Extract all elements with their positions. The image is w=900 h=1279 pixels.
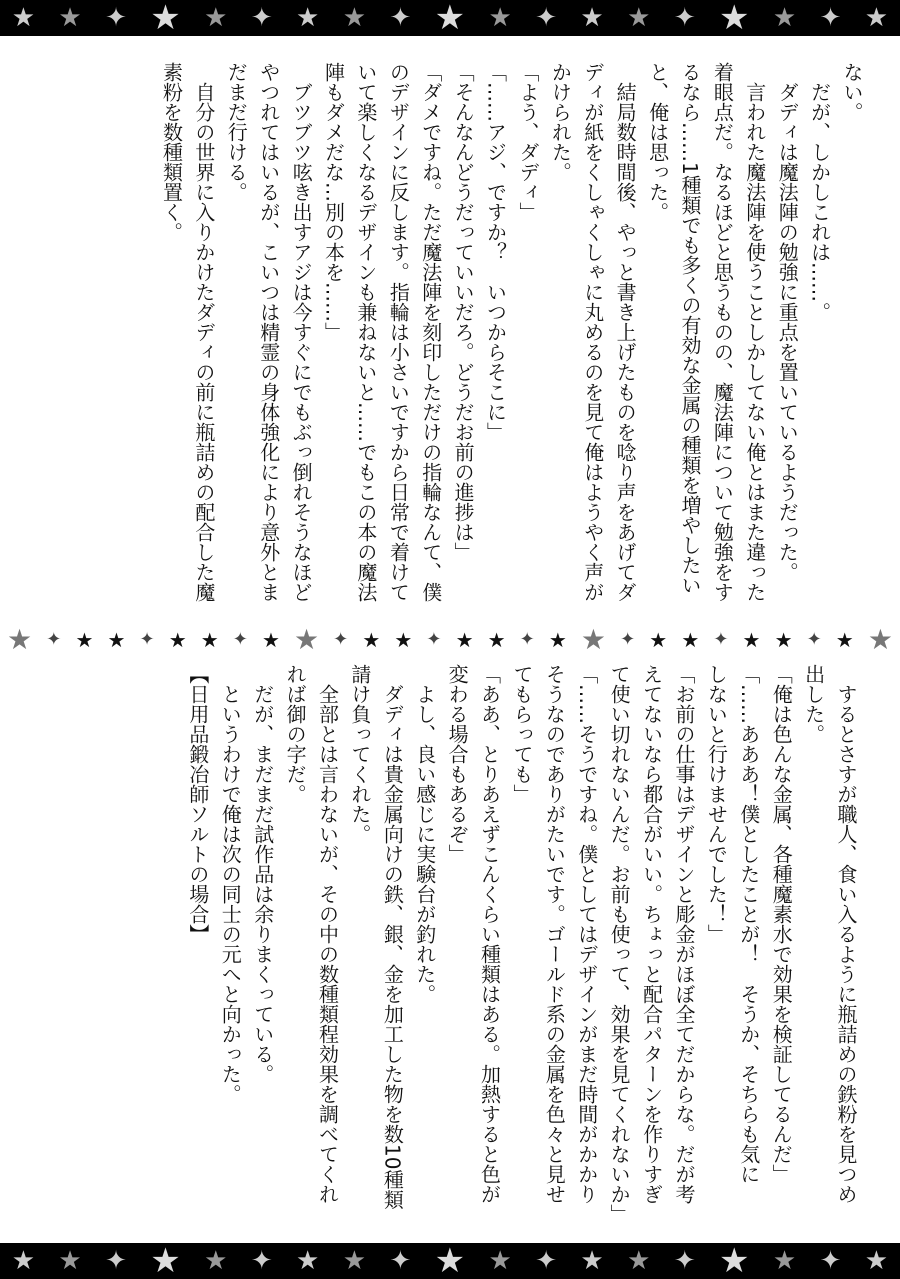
star-icon: ★ xyxy=(649,628,668,652)
star-icon: ★ xyxy=(455,628,474,652)
text-line: だが、しかしこれは……。 xyxy=(807,62,832,322)
text-line: だまだ行ける。 xyxy=(224,62,249,202)
text-line: しないと行けませんでした！」 xyxy=(704,664,729,944)
sparkle-icon: ✦ xyxy=(519,629,535,650)
sparkle-icon: ✦ xyxy=(713,629,729,650)
text-line: 【日用品鍛冶師ソルトの場合】 xyxy=(185,664,210,944)
star-icon: ★ xyxy=(150,1243,181,1279)
sparkle-icon: ✦ xyxy=(806,629,822,650)
star-icon: ★ xyxy=(627,3,651,33)
text-line: て使い切れないんだ。お前も使って、効果を見てくれないか」 xyxy=(607,664,632,1224)
sparkle-icon: ✦ xyxy=(389,1246,412,1276)
text-line: 陣もダメだな…別の本を……」 xyxy=(321,62,346,342)
text-line: 素粉を数種類置く。 xyxy=(159,62,184,242)
text-line: 言われた魔法陣を使うことしかしてない俺とはまた違った xyxy=(742,62,767,602)
star-icon: ★ xyxy=(11,1246,35,1276)
sparkle-icon: ✦ xyxy=(535,1246,558,1276)
text-line: 「ああ、とりあえずこんくらい種類はある。加熱すると色が xyxy=(477,664,502,1204)
star-icon: ★ xyxy=(864,1246,889,1276)
star-icon: ★ xyxy=(548,628,567,652)
bottom-star-border xyxy=(0,1243,900,1279)
text-line: だが、まだまだ試作品は余りまくっている。 xyxy=(250,664,275,1084)
section-divider-stars xyxy=(0,624,900,656)
star-icon: ★ xyxy=(487,628,506,652)
lower-text-block xyxy=(181,664,862,1238)
sparkle-icon: ✦ xyxy=(673,3,696,33)
sparkle-icon: ✦ xyxy=(620,629,636,650)
sparkle-icon: ✦ xyxy=(389,3,412,33)
star-icon: ★ xyxy=(580,3,604,33)
text-line: 「よう、ダディ」 xyxy=(515,62,540,222)
upper-text-block xyxy=(155,62,868,618)
sparkle-icon: ✦ xyxy=(819,1246,842,1276)
star-icon: ★ xyxy=(434,0,466,36)
star-icon: ★ xyxy=(342,3,367,33)
text-line: やつれてはいるが、こいつは精霊の身体強化により意外とま xyxy=(256,62,281,602)
text-line: れば御の字だ。 xyxy=(283,664,308,804)
star-icon: ★ xyxy=(434,1243,466,1279)
star-icon: ★ xyxy=(58,1246,82,1276)
sparkle-icon: ✦ xyxy=(673,1246,696,1276)
star-icon: ★ xyxy=(627,1246,651,1276)
star-icon: ★ xyxy=(742,628,761,652)
text-line: そうなのでありがたいです。ゴールド系の金属を色々と見せ xyxy=(542,664,567,1204)
star-icon: ★ xyxy=(488,1246,512,1276)
text-line: 「ダメですね。ただ魔法陣を刻印しただけの指輪なんて、僕 xyxy=(418,62,443,602)
star-icon: ★ xyxy=(488,3,512,33)
text-line: ブツブツ呟き出すアジは今すぐにでもぶっ倒れそうなほど xyxy=(289,62,314,602)
text-line: ダディは貴金属向けの鉄、銀、金を加工した物を数10種類 xyxy=(380,664,405,1210)
text-line: するとさすが職人、食い入るように瓶詰めの鉄粉を見つめ xyxy=(834,664,858,1204)
text-line: 変わる場合もあるぞ」 xyxy=(445,664,470,864)
text-line: よし、良い感じに実験台が釣れた。 xyxy=(412,664,437,1004)
star-icon: ★ xyxy=(580,623,606,656)
star-icon: ★ xyxy=(342,1246,367,1276)
text-line: 「俺は色んな金属、各種魔素水で効果を検証してるんだ」 xyxy=(769,664,794,1184)
star-icon: ★ xyxy=(580,1246,604,1276)
text-line: 「……そうですね。僕としてはデザインがまだ時間がかかり xyxy=(574,664,599,1204)
sparkle-icon: ✦ xyxy=(535,3,558,33)
star-icon: ★ xyxy=(719,1243,750,1279)
star-icon: ★ xyxy=(7,623,33,656)
sparkle-icon: ✦ xyxy=(819,3,842,33)
text-line: 「……アジ、ですか？ いつからそこに」 xyxy=(483,62,508,442)
sparkle-icon: ✦ xyxy=(139,629,155,650)
star-icon: ★ xyxy=(772,3,797,33)
text-line: いて楽しくなるデザインも兼ねないと……でもこの本の魔法 xyxy=(353,62,378,602)
top-star-border xyxy=(0,0,900,36)
text-line: 請け負ってくれた。 xyxy=(347,664,372,844)
star-icon: ★ xyxy=(168,628,187,652)
star-icon: ★ xyxy=(293,623,320,656)
star-icon: ★ xyxy=(58,3,82,33)
text-line: てもらっても」 xyxy=(509,664,534,804)
text-line: 自分の世界に入りかけたダディの前に瓶詰めの配合した魔 xyxy=(191,62,216,602)
text-line: えてないなら都合がいい。ちょっと配合パターンを作りすぎ xyxy=(639,664,664,1204)
star-icon: ★ xyxy=(261,628,280,652)
text-line: ない。 xyxy=(840,62,864,122)
star-icon: ★ xyxy=(835,628,854,652)
star-icon: ★ xyxy=(296,1246,320,1276)
star-icon: ★ xyxy=(772,1246,797,1276)
star-icon: ★ xyxy=(864,3,889,33)
text-line: 「お前の仕事はデザインと彫金がほぼ全てだからな。だが考 xyxy=(671,664,696,1204)
star-icon: ★ xyxy=(204,1246,228,1276)
star-icon: ★ xyxy=(204,3,228,33)
star-icon: ★ xyxy=(75,628,94,652)
star-icon: ★ xyxy=(867,623,893,656)
star-icon: ★ xyxy=(719,0,750,36)
sparkle-icon: ✦ xyxy=(426,629,442,650)
text-line: 結局数時間後、やっと書き上げたものを唸り声をあげてダ xyxy=(613,62,638,602)
sparkle-icon: ✦ xyxy=(105,1246,127,1276)
text-line: かけられた。 xyxy=(548,62,573,182)
star-icon: ★ xyxy=(200,628,219,652)
text-line: 出した。 xyxy=(801,664,826,744)
text-line: というわけで俺は次の同士の元へと向かった。 xyxy=(218,664,243,1104)
star-icon: ★ xyxy=(11,3,35,33)
text-line: 「そんなんどうだっていいだろ。どうだお前の進捗は」 xyxy=(451,62,476,562)
sparkle-icon: ✦ xyxy=(232,629,248,650)
text-line: ディが紙をくしゃくしゃに丸めるのを見て俺はようやく声が xyxy=(580,62,605,602)
sparkle-icon: ✦ xyxy=(250,1246,273,1276)
text-line: 「……あああ！僕としたことが！ そうか、そちらも気に xyxy=(736,664,761,1184)
sparkle-icon: ✦ xyxy=(105,3,127,33)
sparkle-icon: ✦ xyxy=(250,3,273,33)
text-line: と、俺は思った。 xyxy=(645,62,670,222)
text-line: るなら……1種類でも多くの有効な金属の種類を増やしたい xyxy=(677,62,702,595)
star-icon: ★ xyxy=(681,628,700,652)
text-line: のデザインに反します。指輪は小さいですから日常で着けて xyxy=(386,62,411,602)
star-icon: ★ xyxy=(107,628,126,652)
sparkle-icon: ✦ xyxy=(333,629,349,650)
text-line: 着眼点だ。なるほどと思うものの、魔法陣について勉強をす xyxy=(710,62,735,602)
star-icon: ★ xyxy=(150,0,181,36)
text-line: ダディは魔法陣の勉強に重点を置いているようだった。 xyxy=(775,62,800,582)
star-icon: ★ xyxy=(394,628,413,652)
sparkle-icon: ✦ xyxy=(46,629,62,650)
star-icon: ★ xyxy=(296,3,320,33)
star-icon: ★ xyxy=(362,628,381,652)
text-line: 全部とは言わないが、その中の数種類程効果を調べてくれ xyxy=(315,664,340,1204)
star-icon: ★ xyxy=(774,628,793,652)
